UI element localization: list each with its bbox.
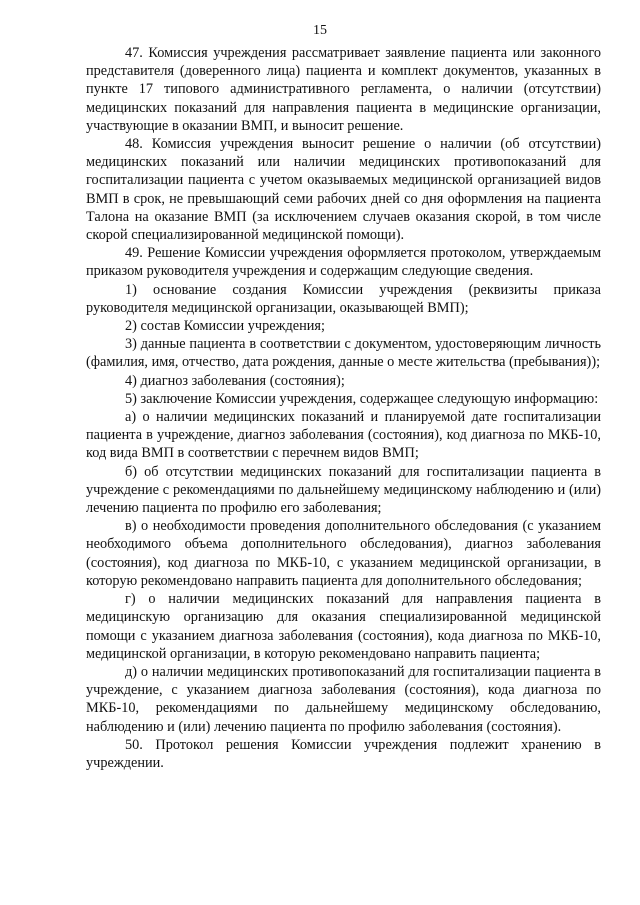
sub-item-g: г) о наличии медицинских показаний для направления пациента в медицинскую организацию для оказания специализированной медицинской помощи с указанием диагноза заболевания (состояния), кода диагноза по МКБ-10, медицинской организации, в которую рекомендовано направить пациента; [86, 591, 601, 662]
list-item-5: 5) заключение Комиссии учреждения, содержащее следующую информацию: [125, 390, 599, 407]
list-item-3: 3) данные пациента в соответствии с документом, удостоверяющим личность (фамилия, имя, отчество, дата рождения, данные о месте жительства (пребывания)); [86, 336, 601, 371]
list-item-2: 2) состав Комиссии учреждения; [125, 318, 325, 335]
paragraph-47: 47. Комиссия учреждения рассматривает заявление пациента или законного представителя (доверенного лица) пациента и комплект документов, указанных в пункте 17 типового административного регламента, о наличии (отсутствии) медицинских показаний для направления пациента в медицинские организации, участвующие в оказании ВМП, и выносит решение. [86, 45, 601, 134]
sub-item-a: а) о наличии медицинских показаний и планируемой дате госпитализации пациента в учреждение, диагноз заболевания (состояния), код диагноза по МКБ-10, код вида ВМП в соответствии с перечнем видов ВМП; [86, 409, 601, 462]
paragraph-50: 50. Протокол решения Комиссии учреждения подлежит хранению в учреждении. [86, 736, 601, 771]
paragraph-49: 49. Решение Комиссии учреждения оформляется протоколом, утверждаемым приказом руководителя учреждения и содержащим следующие сведения. [86, 245, 601, 280]
paragraph-48: 48. Комиссия учреждения выносит решение о наличии (об отсутствии) медицинских показаний или наличии медицинских противопоказаний для госпитализации пациента с учетом оказываемых медицинской организацией видов ВМП в срок, не превышающий семи рабочих дней со дня оформления на пациента Талона на оказание ВМП (за исключением случаев оказания скорой, в том числе скорой специализированной медицинской помощи). [86, 136, 601, 244]
list-item-1: 1) основание создания Комиссии учреждения (реквизиты приказа руководителя медицинской организации, оказывающей ВМП); [86, 281, 601, 316]
sub-item-d: д) о наличии медицинских противопоказаний для госпитализации пациента в учреждение, с указанием диагноза заболевания (состояния), кода диагноза по МКБ-10, рекомендациями по дальнейшему медицинскому обследованию, наблюдению и (или) лечению пациента по профилю заболевания (состояния). [86, 663, 601, 735]
sub-item-b: б) об отсутствии медицинских показаний для госпитализации пациента в учреждение с рекомендациями по дальнейшему медицинскому наблюдению и (или) лечению пациента по профилю его заболевания; [86, 463, 601, 517]
list-item-4: 4) диагноз заболевания (состояния); [125, 372, 345, 389]
page-number: 15 [313, 23, 327, 38]
sub-item-v: в) о необходимости проведения дополнительного обследования (с указанием необходимого объема дополнительного обследования), диагноз заболевания (состояния), код диагноза по МКБ-10, с указанием медицинской организации, в которую рекомендовано направить пациента для дополнительного обследования; [86, 518, 601, 589]
document-body [86, 44, 601, 772]
